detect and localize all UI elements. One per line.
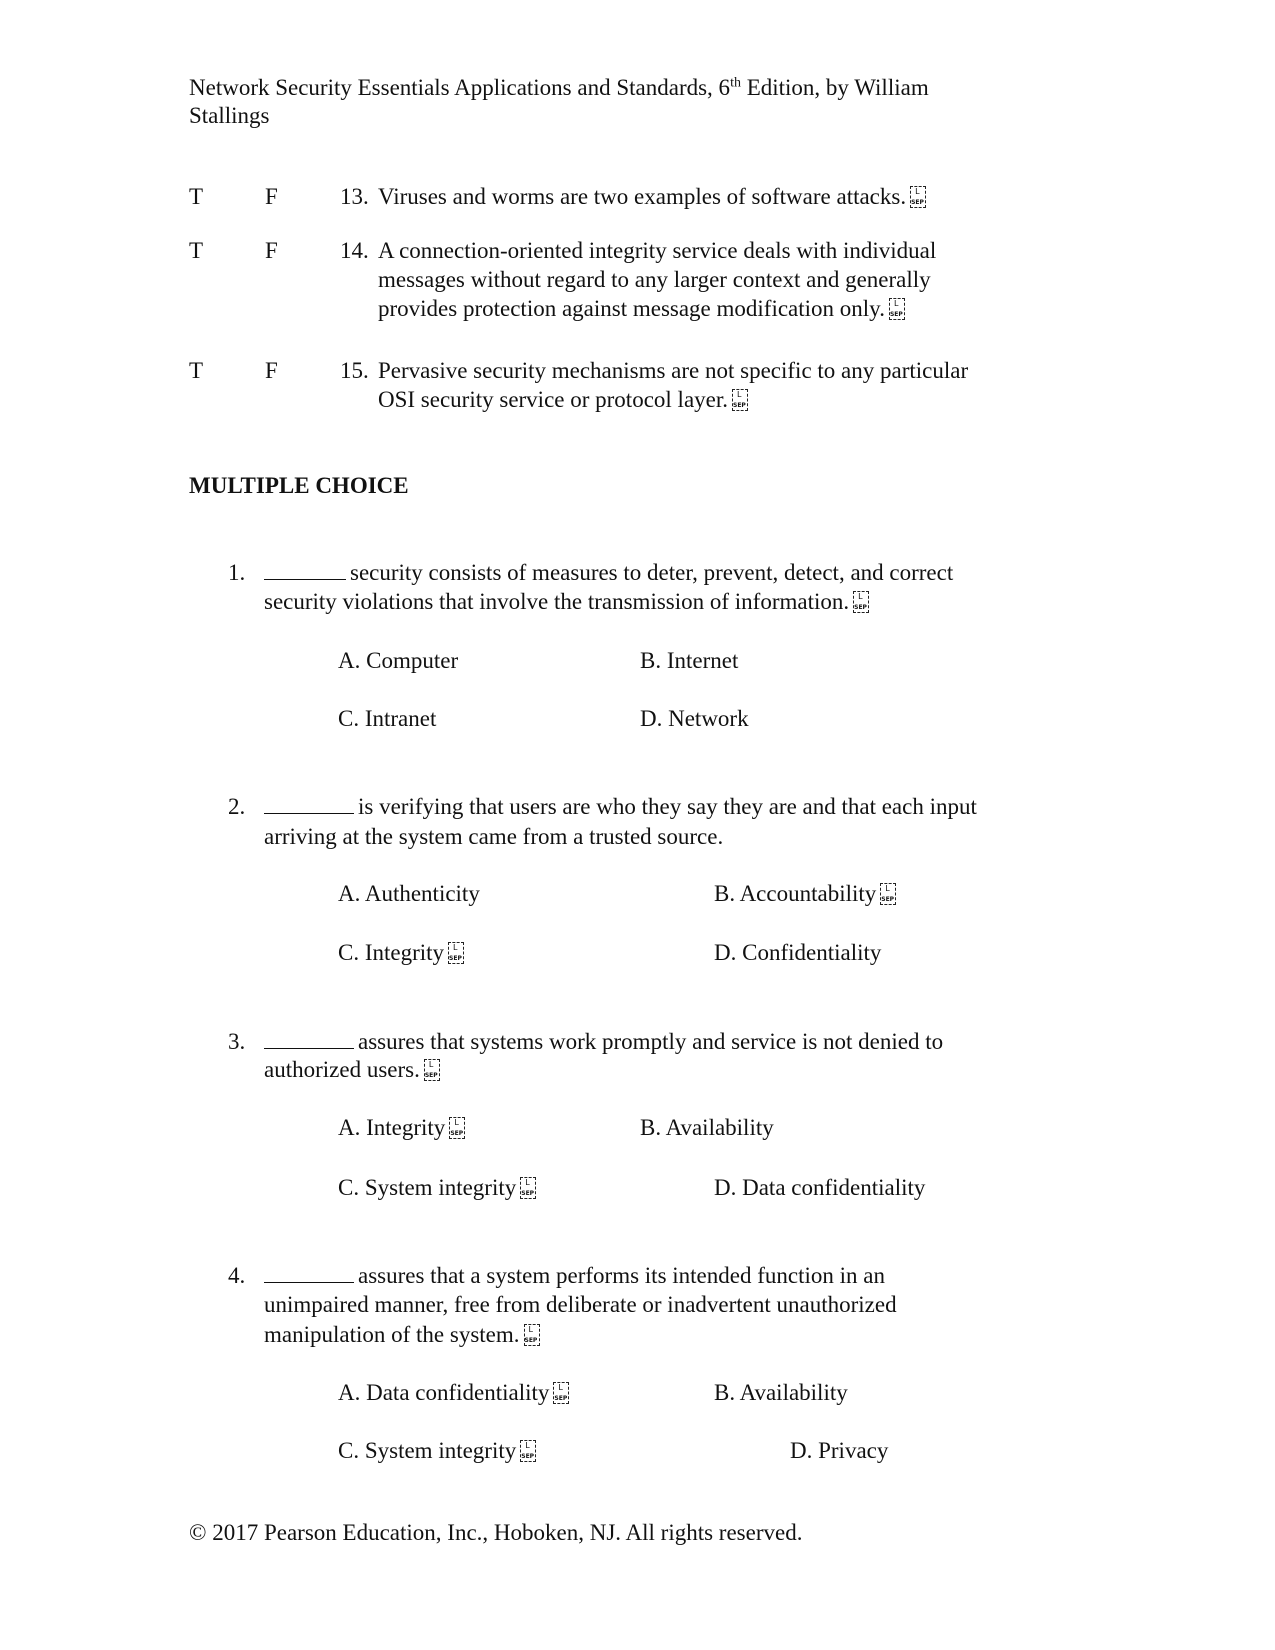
option-b[interactable]: B. Availability xyxy=(714,1380,848,1405)
copyright-footer: © 2017 Pearson Education, Inc., Hoboken, NJ. All rights reserved. xyxy=(189,1520,803,1545)
question-line: is verifying that users are who they say they are and that each input xyxy=(358,794,977,819)
question-line: Viruses and worms are two examples of software attacks. xyxy=(378,184,907,209)
answer-blank xyxy=(264,578,346,580)
false-option[interactable]: F xyxy=(265,358,278,383)
question-number: 15. xyxy=(340,358,369,383)
option-a[interactable] xyxy=(338,1113,465,1142)
false-option[interactable]: F xyxy=(265,184,278,209)
separator-glyph-icon xyxy=(424,1059,440,1081)
answer-blank xyxy=(264,1281,354,1283)
question-number: 1. xyxy=(228,560,246,585)
separator-glyph-icon xyxy=(520,1177,536,1199)
section-title-multiple-choice: MULTIPLE CHOICE xyxy=(189,473,409,498)
header-title-prefix: Network Security Essentials Applications and Standards, 6 xyxy=(189,75,731,100)
question-line: security consists of measures to deter, prevent, detect, and correct xyxy=(350,560,954,585)
header-author: Stallings xyxy=(189,103,270,128)
question-number: 4. xyxy=(228,1263,246,1288)
question-line: manipulation of the system. xyxy=(264,1322,520,1347)
question-number: 14. xyxy=(340,238,369,263)
header-title-suffix: Edition, by William xyxy=(740,75,929,100)
answer-blank xyxy=(264,1047,354,1049)
option-label: B. Accountability xyxy=(714,881,877,906)
option-c[interactable]: C. Intranet xyxy=(338,706,437,731)
separator-glyph-icon xyxy=(524,1324,540,1346)
question-line: Pervasive security mechanisms are not specific to any particular xyxy=(378,358,969,383)
option-label: C. Integrity xyxy=(338,940,445,965)
question-text xyxy=(378,182,926,211)
question-text xyxy=(378,385,748,414)
false-option[interactable]: F xyxy=(265,238,278,263)
separator-glyph-icon xyxy=(448,942,464,964)
option-label: C. System integrity xyxy=(338,1175,517,1200)
question-line: authorized users. xyxy=(264,1057,420,1082)
question-line: unimpaired manner, free from deliberate or inadvertent unauthorized xyxy=(264,1292,897,1317)
question-text xyxy=(264,792,977,821)
question-line: provides protection against message modification only. xyxy=(378,296,885,321)
true-option[interactable]: T xyxy=(189,238,204,263)
separator-glyph-icon xyxy=(449,1117,465,1139)
question-line: assures that systems work promptly and service is not denied to xyxy=(358,1029,944,1054)
option-label: A. Integrity xyxy=(338,1115,446,1140)
option-d[interactable]: D. Privacy xyxy=(790,1438,889,1463)
option-c[interactable] xyxy=(338,1436,536,1465)
option-label: C. System integrity xyxy=(338,1438,517,1463)
question-text xyxy=(264,1261,885,1290)
question-text xyxy=(264,1320,540,1349)
question-text xyxy=(264,558,953,587)
option-c[interactable] xyxy=(338,938,464,967)
header-edition-superscript: th xyxy=(730,75,741,91)
option-c[interactable] xyxy=(338,1173,536,1202)
separator-glyph-icon xyxy=(853,591,869,613)
option-label: A. Data confidentiality xyxy=(338,1380,550,1405)
option-d[interactable]: D. Confidentiality xyxy=(714,940,882,965)
separator-glyph-icon xyxy=(910,186,926,208)
option-a[interactable]: A. Computer xyxy=(338,648,459,673)
question-text xyxy=(264,587,869,616)
true-option[interactable]: T xyxy=(189,184,204,209)
question-line: A connection-oriented integrity service deals with individual xyxy=(378,238,937,263)
option-d[interactable]: D. Network xyxy=(640,706,749,731)
question-line: OSI security service or protocol layer. xyxy=(378,387,728,412)
option-b[interactable]: B. Availability xyxy=(640,1115,774,1140)
option-a[interactable] xyxy=(338,1378,569,1407)
option-b[interactable] xyxy=(714,879,896,908)
separator-glyph-icon xyxy=(553,1382,569,1404)
question-text xyxy=(264,1055,440,1084)
separator-glyph-icon xyxy=(889,298,905,320)
answer-blank xyxy=(264,812,354,814)
option-b[interactable]: B. Internet xyxy=(640,648,739,673)
option-a[interactable]: A. Authenticity xyxy=(338,881,480,906)
question-number: 2. xyxy=(228,794,246,819)
question-line: assures that a system performs its intended function in an xyxy=(358,1263,885,1288)
separator-glyph-icon xyxy=(880,883,896,905)
question-text xyxy=(264,1027,943,1056)
question-number: 13. xyxy=(340,184,369,209)
document-header xyxy=(189,74,929,130)
question-number: 3. xyxy=(228,1029,246,1054)
true-option[interactable]: T xyxy=(189,358,204,383)
option-d[interactable]: D. Data confidentiality xyxy=(714,1175,926,1200)
question-text xyxy=(378,294,905,323)
separator-glyph-icon xyxy=(520,1440,536,1462)
question-line: arriving at the system came from a trusted source. xyxy=(264,824,724,849)
question-line: security violations that involve the transmission of information. xyxy=(264,589,850,614)
separator-glyph-icon xyxy=(732,389,748,411)
question-line: messages without regard to any larger context and generally xyxy=(378,267,931,292)
